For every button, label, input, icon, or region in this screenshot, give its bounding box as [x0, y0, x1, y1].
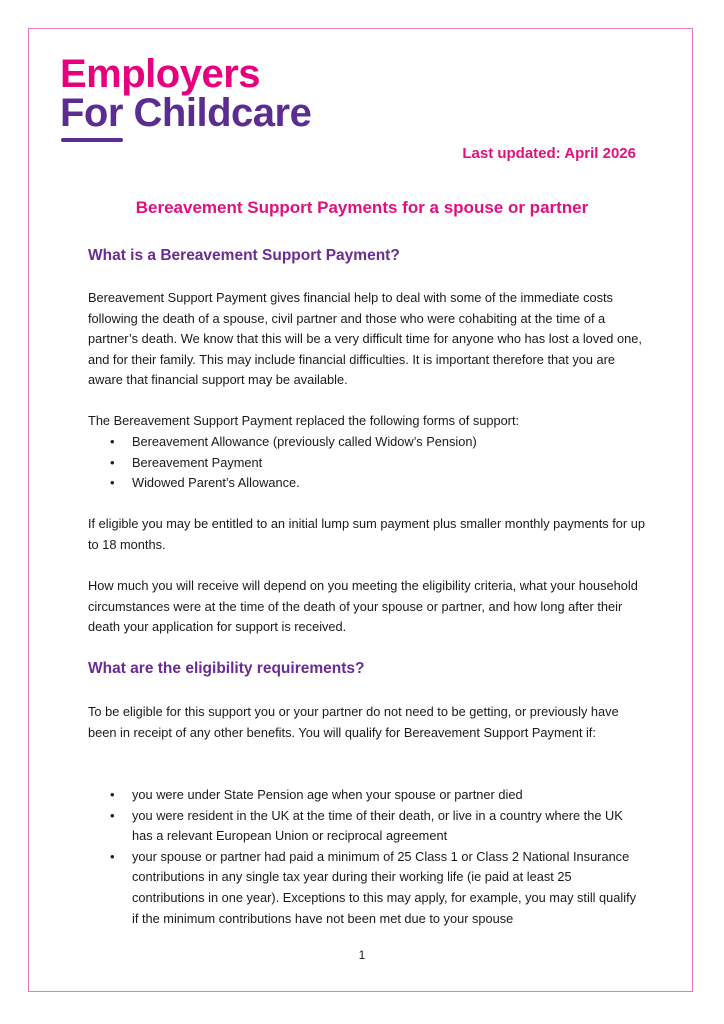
- list-item: • Widowed Parent’s Allowance.: [110, 473, 630, 494]
- page-number: 1: [358, 948, 366, 962]
- heading-eligibility: What are the eligibility requirements?: [88, 660, 365, 677]
- heading-what-is-bsp: What is a Bereavement Support Payment?: [88, 247, 400, 264]
- list-item: • Bereavement Allowance (previously called Widow’s Pension): [110, 432, 630, 453]
- logo-line-for-childcare: For Childcare: [60, 91, 312, 135]
- paragraph-how-much: How much you will receive will depend on you meeting the eligibility criteria, what your household circumstances were at the time of the death of your spouse or partner, and how long after their death your application for support is received.: [88, 578, 638, 635]
- document-title: Bereavement Support Payments for a spouse or partner: [135, 198, 589, 217]
- list-item: • Bereavement Payment: [110, 453, 630, 474]
- eligibility-criteria-list: [110, 785, 638, 929]
- paragraph-lump-sum: If eligible you may be entitled to an initial lump sum payment plus smaller monthly payments for up to 18 months.: [88, 516, 645, 552]
- last-updated-date: Last updated: April 2026: [462, 145, 636, 162]
- paragraph-replaced-intro: The Bereavement Support Payment replaced the following forms of support:: [88, 413, 520, 428]
- list-item: • you were resident in the UK at the time of their death, or live in a country where the UK has a relevant European Union or reciprocal agreement: [110, 806, 638, 847]
- list-item: • your spouse or partner had paid a minimum of 25 Class 1 or Class 2 National Insurance contributions in any single tax year during their working life (ie paid at least 25 contributions in one year). Exceptions to this may apply, for example, you may still qualify if the minimum contributions have not been met due to your spouse: [110, 847, 638, 929]
- logo-line-employers: Employers: [60, 52, 261, 96]
- logo-underline: [61, 138, 123, 142]
- paragraph-eligibility-intro: To be eligible for this support you or your partner do not need to be getting, or previously have been in receipt of any other benefits. You will qualify for Bereavement Support Payment if:: [88, 704, 619, 740]
- replaced-benefits-list: [110, 432, 630, 494]
- paragraph-intro: Bereavement Support Payment gives financial help to deal with some of the immediate costs following the death of a spouse, civil partner and those who were cohabiting at the time of a partner’s death. We know that this will be a very difficult time for anyone who has lost a loved one, and for their family. This may include financial difficulties. It is important therefore that you are aware that financial support may be available.: [88, 290, 642, 388]
- list-item: • you were under State Pension age when your spouse or partner died: [110, 785, 638, 806]
- employers-for-childcare-logo: [60, 52, 312, 135]
